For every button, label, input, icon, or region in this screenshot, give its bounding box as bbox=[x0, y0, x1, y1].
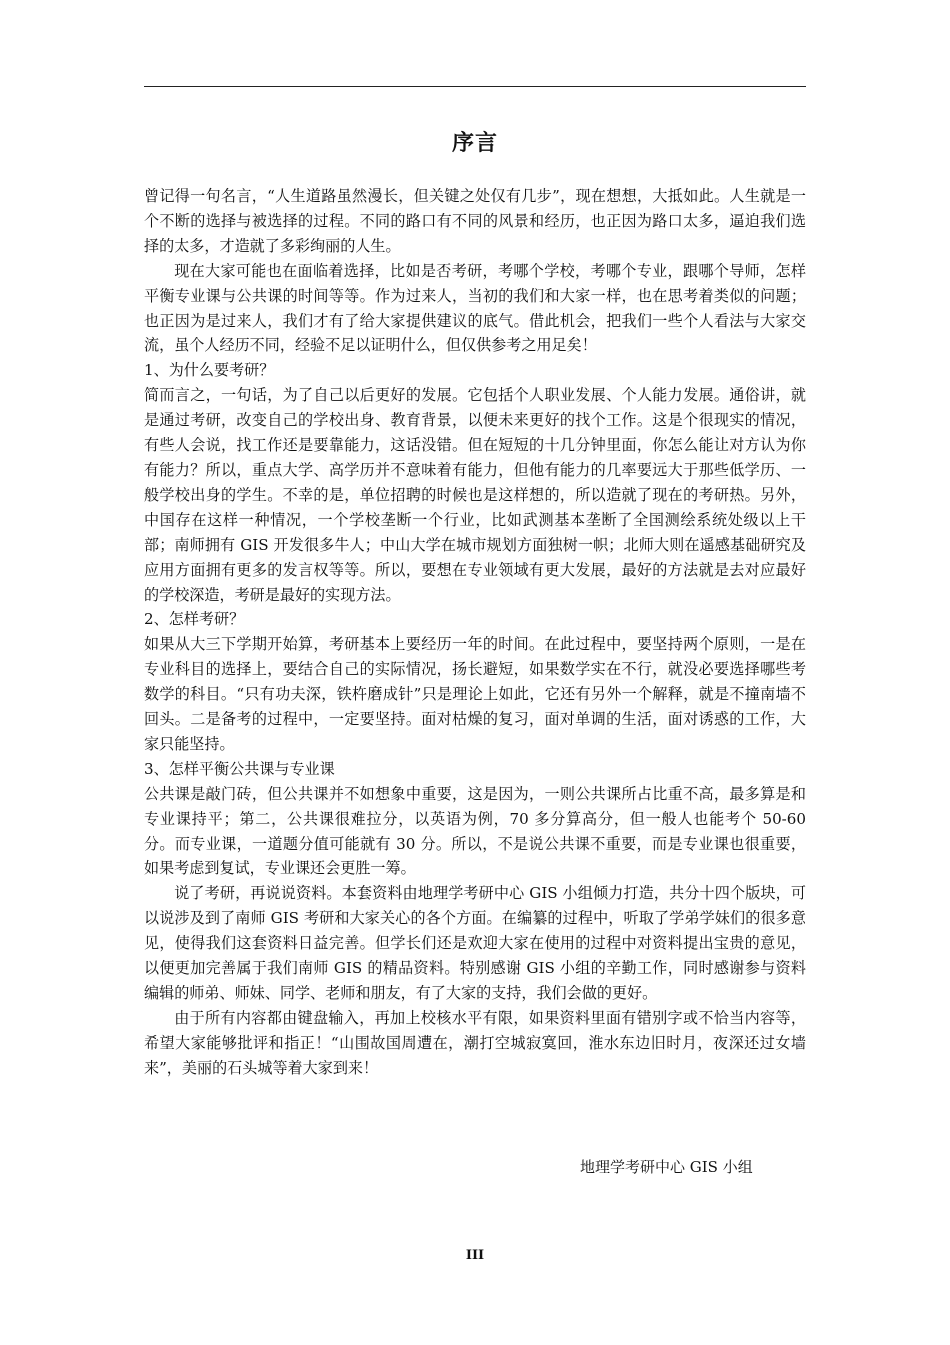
paragraph-6: 说了考研，再说说资料。本套资料由地理学考研中心 GIS 小组倾力打造，共分十四个版块，可以说涉及到了南师 GIS 考研和大家关心的各个方面。在编纂的过程中，听取了学弟学妹们的很多意见，使得我们这套资料日益完善。但学长们还是欢迎大家在使用的过程中对资料提出宝贵的意见，以便更加完善属于我们南师 GIS 的精品资料。特别感谢 GIS 小组的辛勤工作，同时感谢参与资料编辑的师弟、师妹、同学、老师和朋友，有了大家的支持，我们会做的更好。 bbox=[144, 884, 806, 1002]
preface-body bbox=[144, 184, 806, 1081]
page-title: 序言 bbox=[451, 131, 498, 156]
section-heading-3: 3、怎样平衡公共课与专业课 bbox=[144, 759, 335, 778]
paragraph-1: 曾记得一句名言，“人生道路虽然漫长，但关键之处仅有几步”，现在想想，大抵如此。人生就是一个不断的选择与被选择的过程。不同的路口有不同的风景和经历，也正因为路口太多，逼迫我们选择的太多，才造就了多彩绚丽的人生。 bbox=[144, 187, 806, 255]
section-heading-1: 1、为什么要考研？ bbox=[144, 361, 275, 380]
page-number: III bbox=[465, 1248, 485, 1263]
paragraph-2: 现在大家可能也在面临着选择，比如是否考研，考哪个学校，考哪个专业，跟哪个导师，怎样平衡专业课与公共课的时间等等。作为过来人，当初的我们和大家一样，也在思考着类似的问题；也正因为是过来人，我们才有了给大家提供建议的底气。借此机会，把我们一些个人看法与大家交流，虽个人经历不同，经验不足以证明什么，但仅供参考之用足矣！ bbox=[144, 261, 806, 355]
signature: 地理学考研中心 GIS 小组 bbox=[580, 1158, 753, 1176]
section-heading-2: 2、怎样考研？ bbox=[144, 610, 245, 629]
paragraph-3: 简而言之，一句话，为了自己以后更好的发展。它包括个人职业发展、个人能力发展。通俗讲，就是通过考研，改变自己的学校出身、教育背景，以便未来更好的找个工作。这是个很现实的情况，有些人会说，找工作还是要靠能力，这话没错。但在短短的十几分钟里面，你怎么能让对方认为你有能力？所以，重点大学、高学历并不意味着有能力，但他有能力的几率要远大于那些低学历、一般学校出身的学生。不幸的是，单位招聘的时候也是这样想的，所以造就了现在的考研热。另外，中国存在这样一种情况，一个学校垄断一个行业，比如武测基本垄断了全国测绘系统处级以上干部；南师拥有 GIS 开发很多牛人；中山大学在城市规划方面独树一帜；北师大则在遥感基础研究及应用方面拥有更多的发言权等等。所以，要想在专业领域有更大发展，最好的方法就是去对应最好的学校深造，考研是最好的实现方法。 bbox=[144, 386, 806, 604]
paragraph-7: 由于所有内容都由键盘输入，再加上校核水平有限，如果资料里面有错别字或不恰当内容等，希望大家能够批评和指正！“山围故国周遭在，潮打空城寂寞回，淮水东边旧时月，夜深还过女墙来”，美丽的石头城等着大家到来！ bbox=[144, 1008, 806, 1077]
paragraph-4: 如果从大三下学期开始算，考研基本上要经历一年的时间。在此过程中，要坚持两个原则，一是在专业科目的选择上，要结合自己的实际情况，扬长避短，如果数学实在不行，就没必要选择哪些考数学的科目。“只有功夫深，铁杵磨成针”只是理论上如此，它还有另外一个解释，就是不撞南墙不回头。二是备考的过程中，一定要坚持。面对枯燥的复习，面对单调的生活，面对诱惑的工作，大家只能坚持。 bbox=[144, 635, 806, 753]
paragraph-5: 公共课是敲门砖，但公共课并不如想象中重要，这是因为，一则公共课所占比重不高，最多算是和专业课持平；第二，公共课很难拉分，以英语为例，70 多分算高分，但一般人也能考个 50-60 分。而专业课，一道题分值可能就有 30 分。所以，不是说公共课不重要，而是专业课也很重要，如果考虑到复试，专业课还会更胜一筹。 bbox=[144, 784, 806, 878]
header-rule bbox=[144, 86, 806, 87]
